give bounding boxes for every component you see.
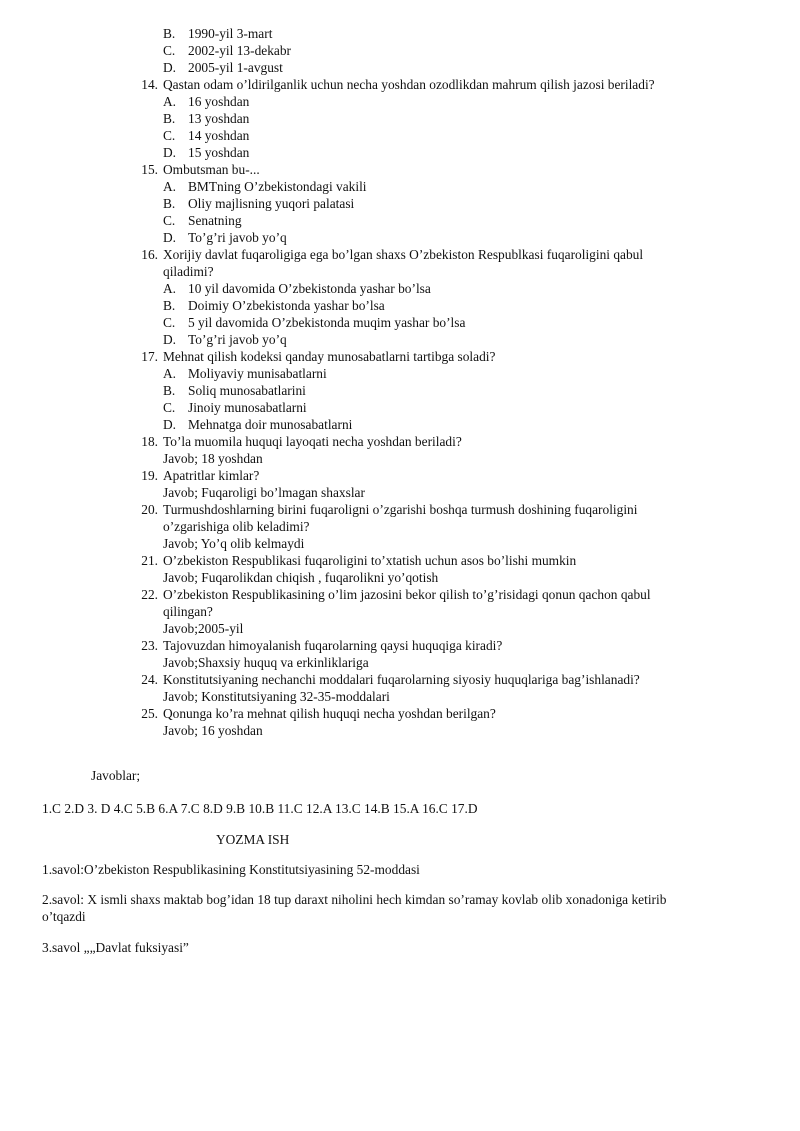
option-letter: C. (163, 400, 176, 415)
answers-heading: Javoblar; (91, 768, 141, 783)
answer-text: Javob; Fuqarolikdan chiqish , fuqarolikni yo’qotish (163, 570, 439, 585)
question-text: O’zbekiston Respublikasi fuqaroligini to’xtatish uchun asos bo’lishi mumkin (163, 553, 577, 568)
question-number: 18. (141, 434, 158, 449)
option-text: To’g’ri javob yo’q (188, 230, 287, 245)
question-number: 21. (141, 553, 158, 568)
question-number: 14. (141, 77, 158, 92)
option-text: 10 yil davomida O’zbekistonda yashar bo’lsa (188, 281, 431, 296)
question-text: Xorijiy davlat fuqaroligiga ega bo’lgan shaxs O’zbekiston Respublkasi fuqaroligini qabul (163, 247, 644, 262)
question-number: 22. (141, 587, 158, 602)
question-text: To’la muomila huquqi layoqati necha yoshdan beriladi? (163, 434, 462, 449)
question-text: Turmushdoshlarning birini fuqaroligni o’zgarishi boshqa turmush doshining fuqaroligini (163, 502, 638, 517)
option-text: 16 yoshdan (188, 94, 250, 109)
question-text: O’zbekiston Respublikasining o’lim jazosini bekor qilish to’g’risidagi qonun qachon qabul (163, 587, 651, 602)
written-work-title: YOZMA ISH (216, 832, 290, 847)
question-number: 19. (141, 468, 158, 483)
option-letter: D. (163, 417, 177, 432)
answer-text: Javob;Shaxsiy huquq va erkinliklariga (163, 655, 369, 670)
question-text: Ombutsman bu-... (163, 162, 260, 177)
option-text: Doimiy O’zbekistonda yashar bo’lsa (188, 298, 385, 313)
answer-text: Javob; Fuqaroligi bo’lmagan shaxslar (163, 485, 365, 500)
question-number: 16. (141, 247, 158, 262)
option-letter: D. (163, 332, 177, 347)
option-letter: C. (163, 128, 176, 143)
option-letter: B. (163, 111, 176, 126)
answer-key-line: 1.C 2.D 3. D 4.C 5.B 6.A 7.C 8.D 9.B 10.B 11.C 12.A 13.C 14.B 15.A 16.C 17.D (42, 801, 478, 816)
option-text: 14 yoshdan (188, 128, 250, 143)
question-text: qilingan? (163, 604, 213, 619)
option-text: BMTning O’zbekistondagi vakili (188, 179, 367, 194)
question-text: Mehnat qilish kodeksi qanday munosabatlarni tartibga soladi? (163, 349, 496, 364)
question-number: 15. (141, 162, 158, 177)
option-letter: B. (163, 196, 176, 211)
option-letter: C. (163, 213, 176, 228)
answer-text: Javob;2005-yil (163, 621, 244, 636)
question-number: 24. (141, 672, 158, 687)
question-text: Qastan odam o’ldirilganlik uchun necha yoshdan ozodlikdan mahrum qilish jazosi beriladi? (163, 77, 655, 92)
option-text: 2005-yil 1-avgust (188, 60, 283, 75)
option-letter: A. (163, 281, 177, 296)
option-letter: A. (163, 179, 177, 194)
question-text: Qonunga ko’ra mehnat qilish huquqi necha yoshdan berilgan? (163, 706, 496, 721)
option-letter: B. (163, 26, 176, 41)
option-letter: A. (163, 366, 177, 381)
question-number: 20. (141, 502, 158, 517)
question-number: 17. (141, 349, 158, 364)
written-question-2: 2.savol: X ismli shaxs maktab bog’idan 18 tup daraxt niholini hech kimdan so’ramay kovlab olib xonadoniga ketirib (42, 892, 667, 907)
question-text: Konstitutsiyaning nechanchi moddalari fuqarolarning siyosiy huquqlariga bag’ishlanadi? (163, 672, 640, 687)
option-letter: C. (163, 315, 176, 330)
option-text: 5 yil davomida O’zbekistonda muqim yashar bo’lsa (188, 315, 466, 330)
answer-text: Javob; Konstitutsiyaning 32-35-moddalari (163, 689, 390, 704)
option-letter: B. (163, 383, 176, 398)
option-text: Moliyaviy munisabatlarni (188, 366, 327, 381)
question-text: qiladimi? (163, 264, 214, 279)
written-question-2-continuation: o’tqazdi (42, 909, 86, 924)
option-letter: D. (163, 145, 177, 160)
option-text: 1990-yil 3-mart (188, 26, 273, 41)
question-number: 23. (141, 638, 158, 653)
answer-text: Javob; 16 yoshdan (163, 723, 263, 738)
answer-text: Javob; 18 yoshdan (163, 451, 263, 466)
option-letter: D. (163, 230, 177, 245)
question-text: Apatritlar kimlar? (163, 468, 260, 483)
option-text: 13 yoshdan (188, 111, 250, 126)
option-letter: A. (163, 94, 177, 109)
written-question-3: 3.savol „„Davlat fuksiyasi” (42, 940, 189, 955)
option-text: Soliq munosabatlarini (188, 383, 306, 398)
option-letter: B. (163, 298, 176, 313)
option-text: 15 yoshdan (188, 145, 250, 160)
option-letter: C. (163, 43, 176, 58)
option-text: Oliy majlisning yuqori palatasi (188, 196, 355, 211)
option-text: Mehnatga doir munosabatlarni (188, 417, 353, 432)
option-text: Senatning (188, 213, 242, 228)
option-text: Jinoiy munosabatlarni (188, 400, 307, 415)
option-text: 2002-yil 13-dekabr (188, 43, 292, 58)
question-text: Tajovuzdan himoyalanish fuqarolarning qaysi huquqiga kiradi? (163, 638, 503, 653)
answer-text: Javob; Yo’q olib kelmaydi (163, 536, 305, 551)
question-text: o’zgarishiga olib keladimi? (163, 519, 310, 534)
written-question-1: 1.savol:O’zbekiston Respublikasining Konstitutsiyasining 52-moddasi (42, 862, 420, 877)
option-letter: D. (163, 60, 177, 75)
option-text: To’g’ri javob yo’q (188, 332, 287, 347)
question-number: 25. (141, 706, 158, 721)
